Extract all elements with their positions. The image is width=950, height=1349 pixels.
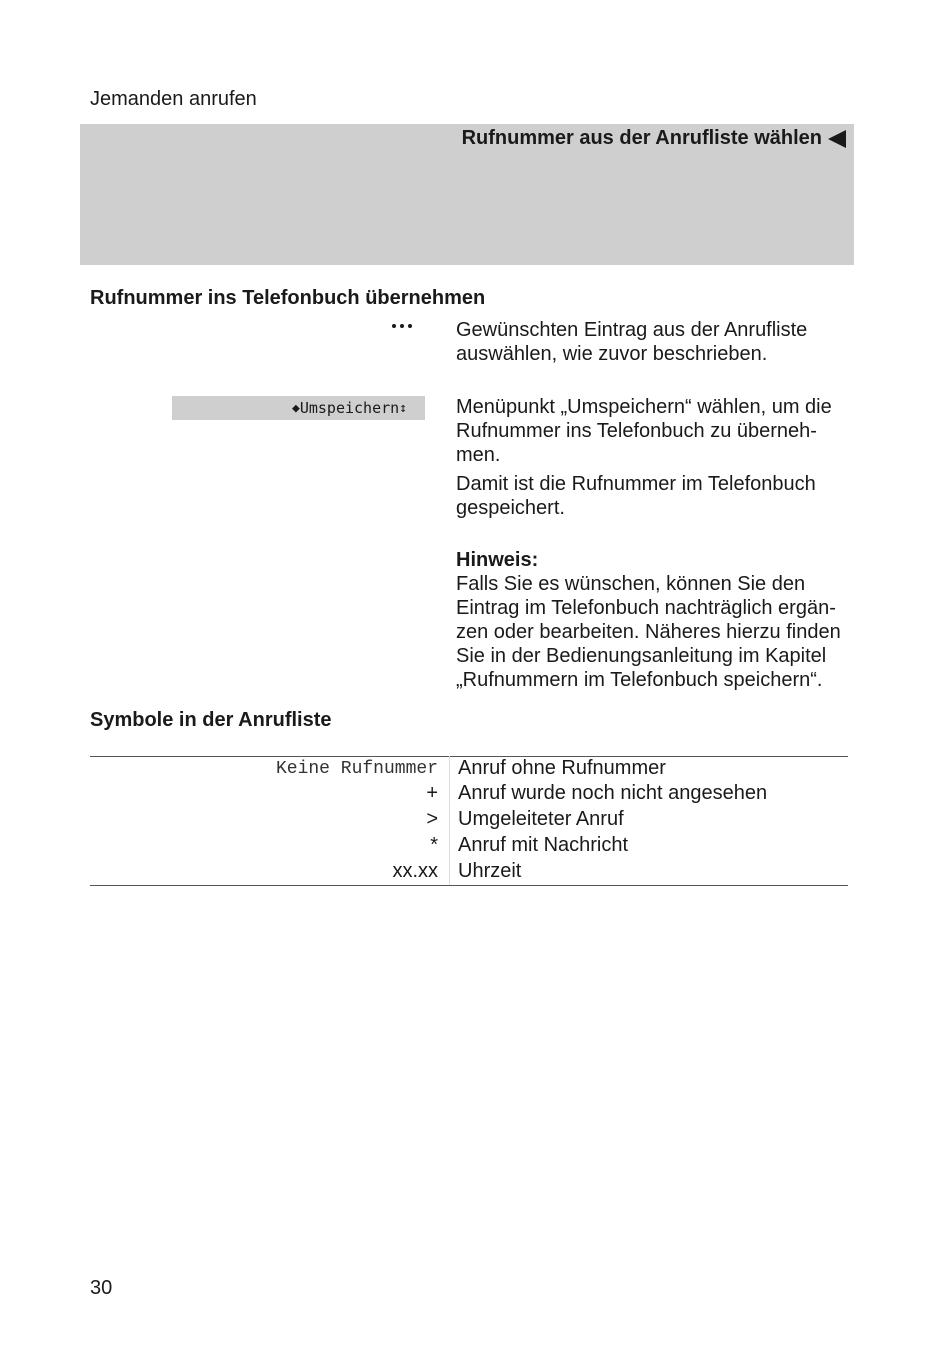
hint-text: Falls Sie es wünschen, können Sie den Eintrag im Telefonbuch nachträglich ergän- zen oder bearbeiten. Näheres hierzu finden Sie in der Bedienungsanleitung im Kapitel „Rufnummern im Telefonbuch speichern“.	[456, 573, 841, 691]
heading-take-to-phonebook: Rufnummer ins Telefonbuch übernehmen	[90, 287, 486, 309]
meaning-cell: Anruf wurde noch nicht angesehen	[458, 782, 768, 804]
meaning-cell: Umgeleiteter Anruf	[458, 808, 624, 830]
symbol-cell: xx.xx	[392, 860, 438, 882]
table-row	[90, 834, 848, 860]
symbol-cell: Keine Rufnummer	[275, 759, 438, 779]
softkey-umspeichern[interactable]	[172, 396, 425, 420]
hint-label: Hinweis:	[456, 549, 539, 571]
step-select-entry: Gewünschten Eintrag aus der Anrufliste auswählen, wie zuvor beschrieben.	[456, 319, 808, 365]
banner-title: Rufnummer aus der Anrufliste wählen	[461, 127, 822, 149]
meaning-cell: Uhrzeit	[458, 860, 522, 882]
banner-title-row	[462, 127, 846, 150]
running-head: Jemanden anrufen	[90, 88, 257, 110]
meaning-cell: Anruf mit Nachricht	[458, 834, 629, 856]
symbol-cell: *	[430, 834, 438, 856]
table-row	[90, 808, 848, 834]
section-banner	[80, 124, 854, 265]
symbol-cell: >	[426, 808, 438, 830]
meaning-cell: Anruf ohne Rufnummer	[458, 757, 666, 779]
table-row	[90, 860, 848, 886]
step-choose-menu-item: Menüpunkt „Umspeichern“ wählen, um die Rufnummer ins Telefonbuch zu überneh- men.	[456, 396, 832, 466]
table-row	[90, 782, 848, 808]
heading-symbols: Symbole in der Anrufliste	[90, 709, 332, 731]
up-down-arrow-icon: ↕	[399, 400, 407, 416]
double-arrow-right-icon: ◆	[292, 400, 300, 416]
triangle-left-icon	[828, 130, 846, 148]
ellipsis-icon	[390, 314, 414, 337]
page-number: 30	[90, 1277, 113, 1299]
table-bottom-rule	[90, 885, 848, 886]
step-result: Damit ist die Rufnummer im Telefonbuch gespeichert.	[456, 473, 816, 519]
softkey-label: Umspeichern	[299, 399, 400, 417]
table-row	[90, 757, 848, 783]
symbol-cell: +	[426, 782, 438, 804]
